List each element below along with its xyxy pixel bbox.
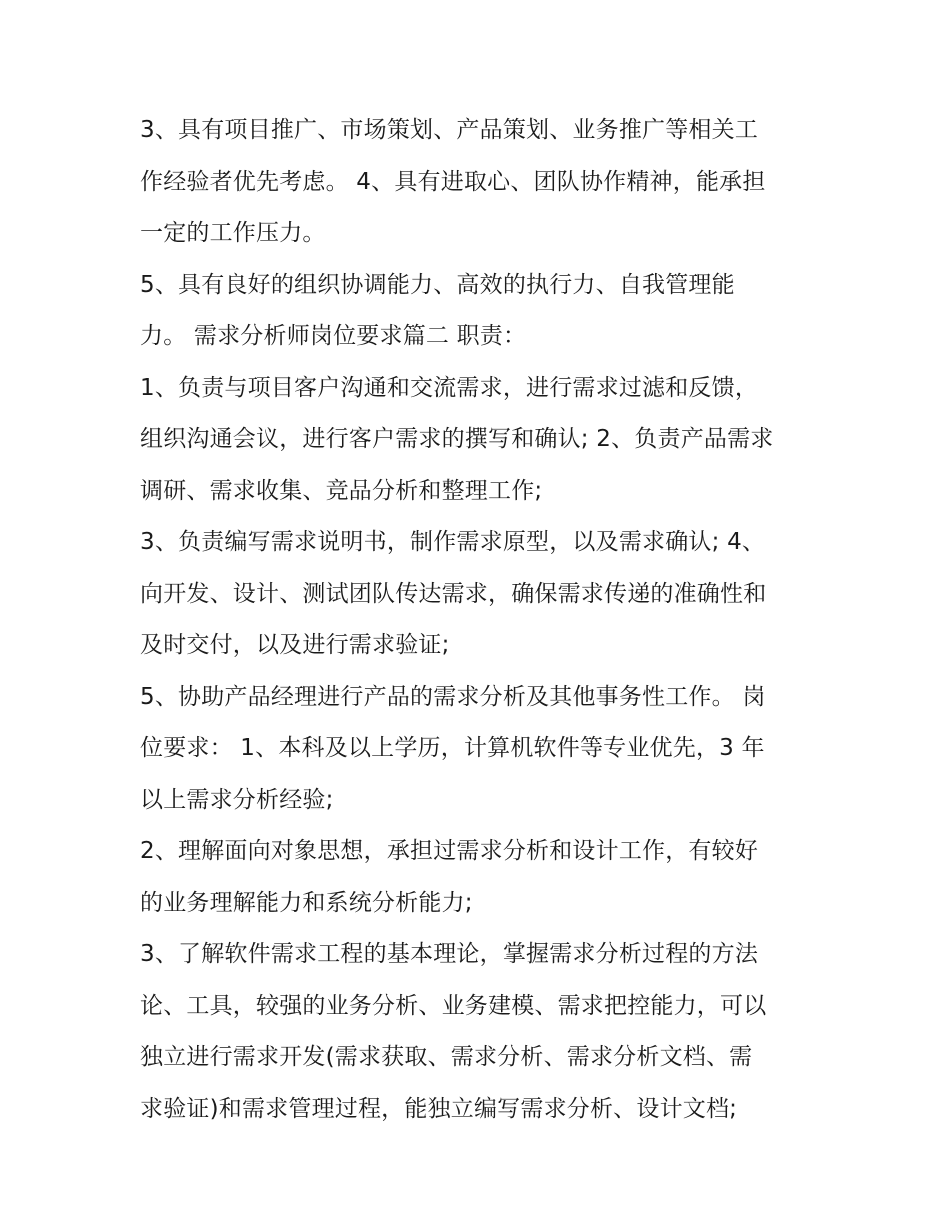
text-line: 3、负责编写需求说明书，制作需求原型，以及需求确认; 4、 bbox=[140, 529, 766, 555]
text-line: 论、工具，较强的业务分析、业务建模、需求把控能力，可以 bbox=[140, 992, 767, 1019]
text-line: 向开发、设计、测试团队传达需求，确保需求传递的准确性和 bbox=[140, 580, 767, 607]
paragraph-2 bbox=[140, 260, 820, 363]
paragraph-3 bbox=[140, 363, 820, 518]
paragraph-7 bbox=[140, 929, 820, 1135]
text-line: 求验证)和需求管理过程，能独立编写需求分析、设计文档; bbox=[140, 1095, 738, 1122]
text-line: 3、了解软件需求工程的基本理论，掌握需求分析过程的方法 bbox=[140, 941, 759, 967]
paragraph-1 bbox=[140, 105, 820, 260]
text-line: 的业务理解能力和系统分析能力; bbox=[140, 889, 473, 916]
text-line: 独立进行需求开发(需求获取、需求分析、需求分析文档、需 bbox=[140, 1044, 753, 1070]
text-line: 1、负责与项目客户沟通和交流需求，进行需求过滤和反馈， bbox=[140, 374, 759, 401]
document-body bbox=[140, 105, 820, 1135]
text-line: 5、协助产品经理进行产品的需求分析及其他事务性工作。 岗 bbox=[140, 683, 766, 710]
text-line: 2、理解面向对象思想，承担过需求分析和设计工作，有较好 bbox=[140, 838, 759, 864]
text-line: 3、具有项目推广、市场策划、产品策划、业务推广等相关工 bbox=[140, 117, 759, 143]
text-line: 调研、需求收集、竞品分析和整理工作; bbox=[140, 477, 543, 504]
text-line: 作经验者优先考虑。 4、具有进取心、团队协作精神，能承担 bbox=[140, 168, 766, 195]
text-line: 以上需求分析经验; bbox=[140, 786, 334, 813]
text-line: 一定的工作压力。 bbox=[140, 220, 326, 246]
text-line: 及时交付，以及进行需求验证; bbox=[140, 632, 450, 658]
paragraph-6 bbox=[140, 826, 820, 929]
text-line: 5、具有良好的组织协调能力、高效的执行力、自我管理能 bbox=[140, 271, 735, 298]
text-line: 力。 需求分析师岗位要求篇二 职责： bbox=[140, 323, 527, 349]
paragraph-5 bbox=[140, 672, 820, 827]
text-line: 位要求： 1、本科及以上学历，计算机软件等专业优先，3 年 bbox=[140, 735, 765, 761]
text-line: 组织沟通会议，进行客户需求的撰写和确认; 2、负责产品需求 bbox=[140, 426, 774, 452]
paragraph-4 bbox=[140, 517, 820, 672]
